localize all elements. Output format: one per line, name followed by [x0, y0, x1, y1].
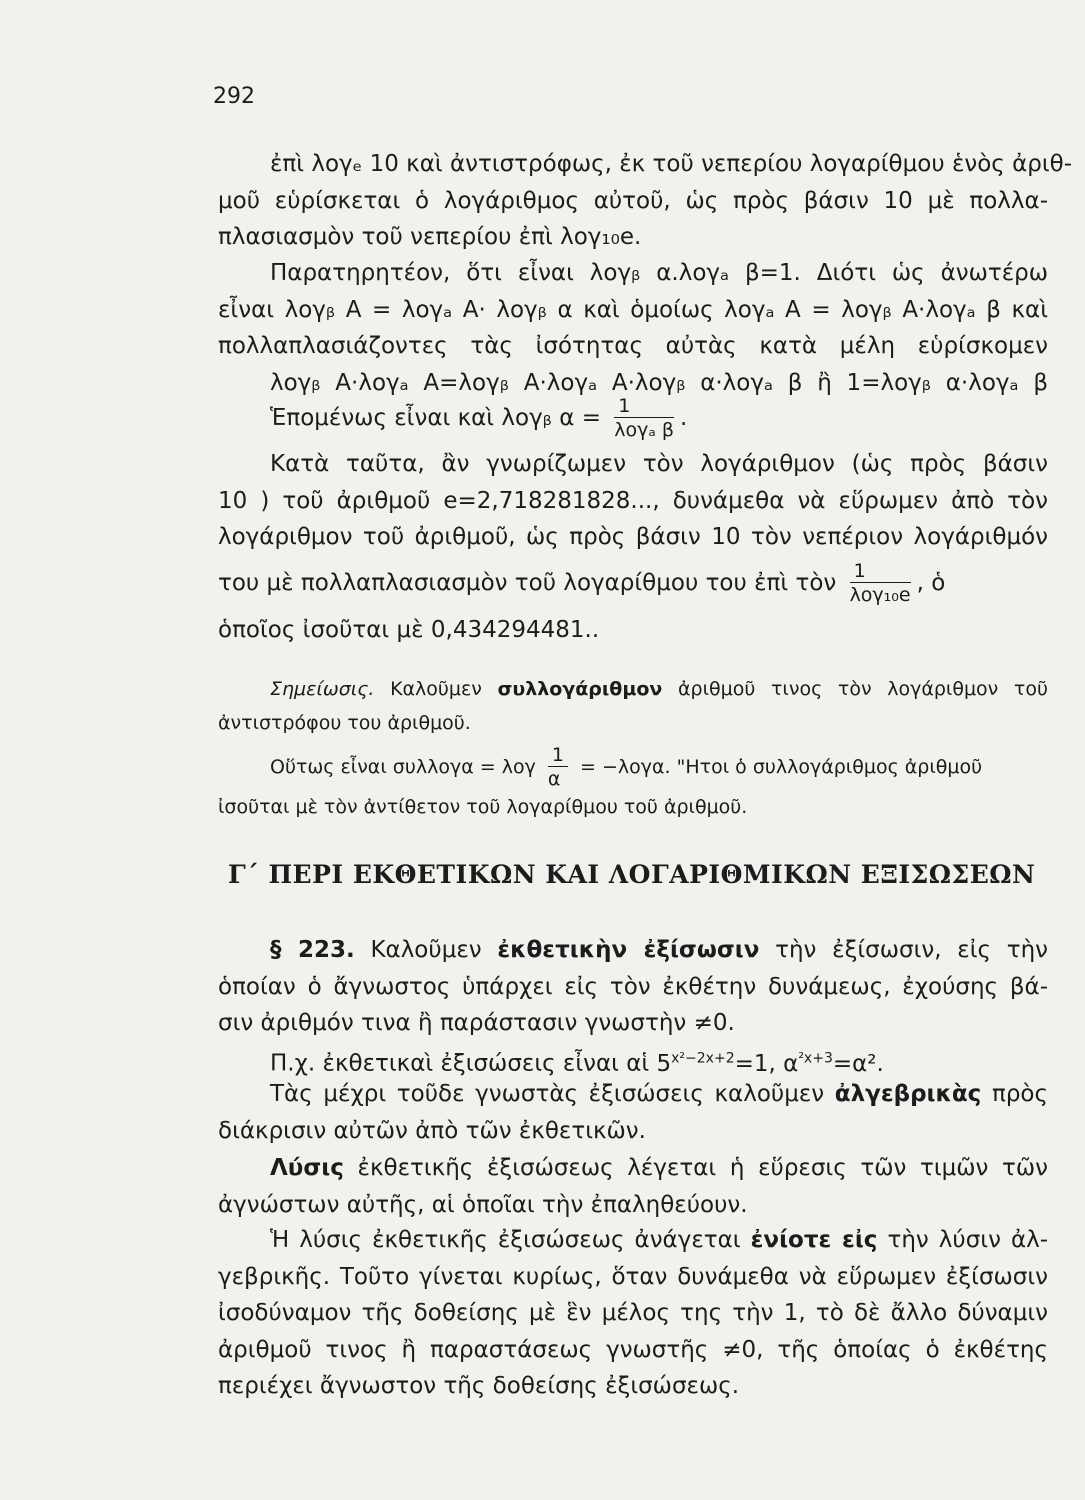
emphasis-term: ἐνίοτε εἰς	[750, 1227, 878, 1253]
text-line: 10 ) τοῦ ἀριθμοῦ e=2,718281828..., δυνάμεθα νὰ εὕρωμεν ἀπὸ τὸν	[218, 487, 1048, 514]
fraction	[614, 395, 674, 442]
equation-base: α	[783, 1050, 799, 1077]
text-line: πλασιασμὸν τοῦ νεπερίου ἐπὶ λογ₁₀e.	[218, 224, 642, 250]
equation-tail: = −λογα. "Ητοι ὁ συλλογάριθμος ἀριθμοῦ	[580, 756, 983, 778]
equation-exponent: ²x+3	[798, 1050, 833, 1066]
text-line: εἶναι λογᵦ A = λογₐ A· λογᵦ α καὶ ὁμοίως λογₐ A = λογᵦ A·λογₐ β καὶ	[218, 296, 1048, 323]
equation-line	[218, 560, 1048, 607]
fraction	[850, 560, 911, 607]
paragraph-observation	[218, 255, 1048, 401]
example-equation-1	[657, 1051, 776, 1077]
note-term: συλλογάριθμον	[497, 678, 663, 700]
consequently-equation	[218, 395, 1048, 442]
text-span: τὴν ἐξίσωσιν, εἰς τὴν	[775, 937, 1049, 963]
section-heading: Γ΄ ΠΕΡΙ ΕΚΘΕΤΙΚΩΝ ΚΑΙ ΛΟΓΑΡΙΘΜΙΚΩΝ ΕΞΙΣΩΣΕΩΝ	[228, 860, 1036, 889]
equation-lead: Ἑπομένως εἶναι καὶ λογᵦ α =	[270, 405, 601, 431]
defined-term: ἀλγεβρικὰς	[834, 1081, 982, 1107]
section-number: § 223.	[270, 937, 355, 963]
text-line: λογάριθμον τοῦ ἀριθμοῦ, ὡς πρὸς βάσιν 10 τὸν νεπέριον λογάριθμόν	[218, 524, 1048, 550]
note-equation	[218, 744, 1048, 791]
text-line: σιν ἀριθμόν τινα ἢ παράστασιν γνωστὴν ≠0.	[218, 1010, 735, 1036]
note-label: Σημείωσις.	[270, 678, 375, 700]
equation-tail: , ὁ	[916, 570, 946, 596]
note-line: ἰσοῦται μὲ τὸν ἀντίθετον τοῦ λογαρίθμου τοῦ ἀριθμοῦ.	[218, 796, 748, 818]
text-span: τὴν λύσιν ἀλ-	[887, 1227, 1049, 1253]
example-lead: Π.χ. ἐκθετικαὶ ἐξισώσεις εἶναι αἱ	[270, 1050, 650, 1077]
text-span: πρὸς	[991, 1081, 1048, 1107]
text-line: ἀγνώστων αὐτῆς, αἱ ὁποῖαι τὴν ἐπαληθεύουν.	[218, 1191, 748, 1218]
text-line: πολλαπλασιάζοντες τὰς ἰσότητας αὐτὰς κατὰ μέλη εὑρίσκομεν	[218, 333, 1048, 359]
paragraph-base-conversion	[218, 146, 1073, 256]
text-line: Παρατηρητέον, ὅτι εἶναι λογᵦ α.λογₐ β=1. Διότι ὡς ἀνωτέρω	[270, 260, 1048, 286]
equation-rhs: =α².	[832, 1050, 884, 1077]
equation-exponent: x²−2x+2	[671, 1050, 735, 1066]
paragraph-reduction	[218, 1222, 1048, 1405]
note-line: ἀντιστρόφου του ἀριθμοῦ.	[218, 712, 471, 734]
text-span: Τὰς μέχρι τοῦδε γνωστὰς ἐξισώσεις καλοῦμεν	[270, 1081, 825, 1107]
note-block	[218, 672, 1048, 740]
paragraph-value	[218, 612, 1048, 649]
fraction-numerator: 1	[548, 744, 568, 767]
text-line: ἐπὶ λογₑ 10 καὶ ἀντιστρόφως, ἐκ τοῦ νεπερίου λογαρίθμου ἑνὸς ἀριθ-	[270, 151, 1073, 177]
text-line	[218, 1150, 1048, 1187]
text-line	[218, 1222, 1048, 1259]
defined-term: Λύσις	[270, 1155, 344, 1181]
paragraph-solution	[218, 1150, 1048, 1223]
note-conclusion	[218, 790, 1048, 824]
note-text: Καλοῦμεν	[390, 678, 482, 700]
equation-line	[218, 744, 1048, 791]
paragraph-definition	[218, 932, 1048, 1042]
defined-term: ἐκθετικὴν ἐξίσωσιν	[497, 937, 760, 963]
fraction-numerator: 1	[614, 395, 674, 418]
equation-tail: .	[680, 405, 688, 431]
fraction-line	[218, 560, 1048, 607]
text-line: λογᵦ A·λογₐ A=λογᵦ A·λογₐ A·λογᵦ α·λογₐ β ἢ 1=λογᵦ α·λογₐ β	[270, 369, 1048, 396]
text-line: διάκρισιν αὐτῶν ἀπὸ τῶν ἐκθετικῶν.	[218, 1117, 646, 1144]
text-line: Κατὰ ταῦτα, ἂν γνωρίζωμεν τὸν λογάριθμον (ὡς πρὸς βάσιν	[270, 451, 1048, 477]
text-line: γεβρικῆς. Τοῦτο γίνεται κυρίως, ὅταν δυνάμεθα νὰ εὕρωμεν ἐξίσωσιν	[218, 1263, 1048, 1290]
equation-line	[218, 395, 1048, 442]
text-line: περιέχει ἄγνωστον τῆς δοθείσης ἐξισώσεως.	[218, 1373, 740, 1399]
note-line	[218, 672, 1048, 706]
text-line: μοῦ εὑρίσκεται ὁ λογάριθμος αὐτοῦ, ὡς πρὸς βάσιν 10 μὲ πολλα-	[218, 187, 1048, 214]
text-line: ἰσοδύναμον τῆς δοθείσης μὲ ἓν μέλος της τὴν 1, τὸ δὲ ἄλλο δύναμιν	[218, 1300, 1048, 1326]
equation-lead: του μὲ πολλαπλασιασμὸν τοῦ λογαρίθμου του ἐπὶ τὸν	[218, 570, 837, 596]
text-line	[218, 932, 1048, 969]
text-line: ὁποίαν ὁ ἄγνωστος ὑπάρχει εἰς τὸν ἐκθέτην δυνάμεως, ἐχούσης βά-	[218, 973, 1048, 1000]
text-line	[218, 1076, 1048, 1113]
equation-rhs: =1,	[734, 1050, 776, 1077]
text-span: Καλοῦμεν	[370, 937, 482, 963]
text-span: ἐκθετικῆς ἐξισώσεως λέγεται ἡ εὕρεσις τῶν τιμῶν τῶν	[357, 1155, 1049, 1181]
text-line: ἀριθμοῦ τινος ἢ παραστάσεως γνωστῆς ≠0, τῆς ὁποίας ὁ ἐκθέτης	[218, 1336, 1048, 1363]
fraction-denominator: λογₐ β	[614, 419, 675, 441]
fraction-denominator: α	[547, 768, 561, 790]
text-span: Ἡ λύσις ἐκθετικῆς ἐξισώσεως ἀνάγεται	[270, 1227, 741, 1253]
paragraph-algebraic	[218, 1076, 1048, 1149]
fraction	[548, 744, 568, 791]
paragraph-accordingly	[218, 446, 1048, 556]
page-number: 292	[213, 84, 255, 109]
equation-lead: Οὕτως εἶναι συλλογα = λογ	[270, 756, 536, 778]
example-equation-2	[783, 1051, 884, 1077]
fraction-denominator: λογ₁₀e	[849, 584, 911, 606]
equation-base: 5	[656, 1050, 672, 1077]
fraction-numerator: 1	[850, 560, 911, 583]
note-text: ἀριθμοῦ τινος τὸν λογάριθμον τοῦ	[677, 678, 1048, 700]
text-line: ὁποῖος ἰσοῦται μὲ 0,434294481..	[218, 617, 600, 643]
